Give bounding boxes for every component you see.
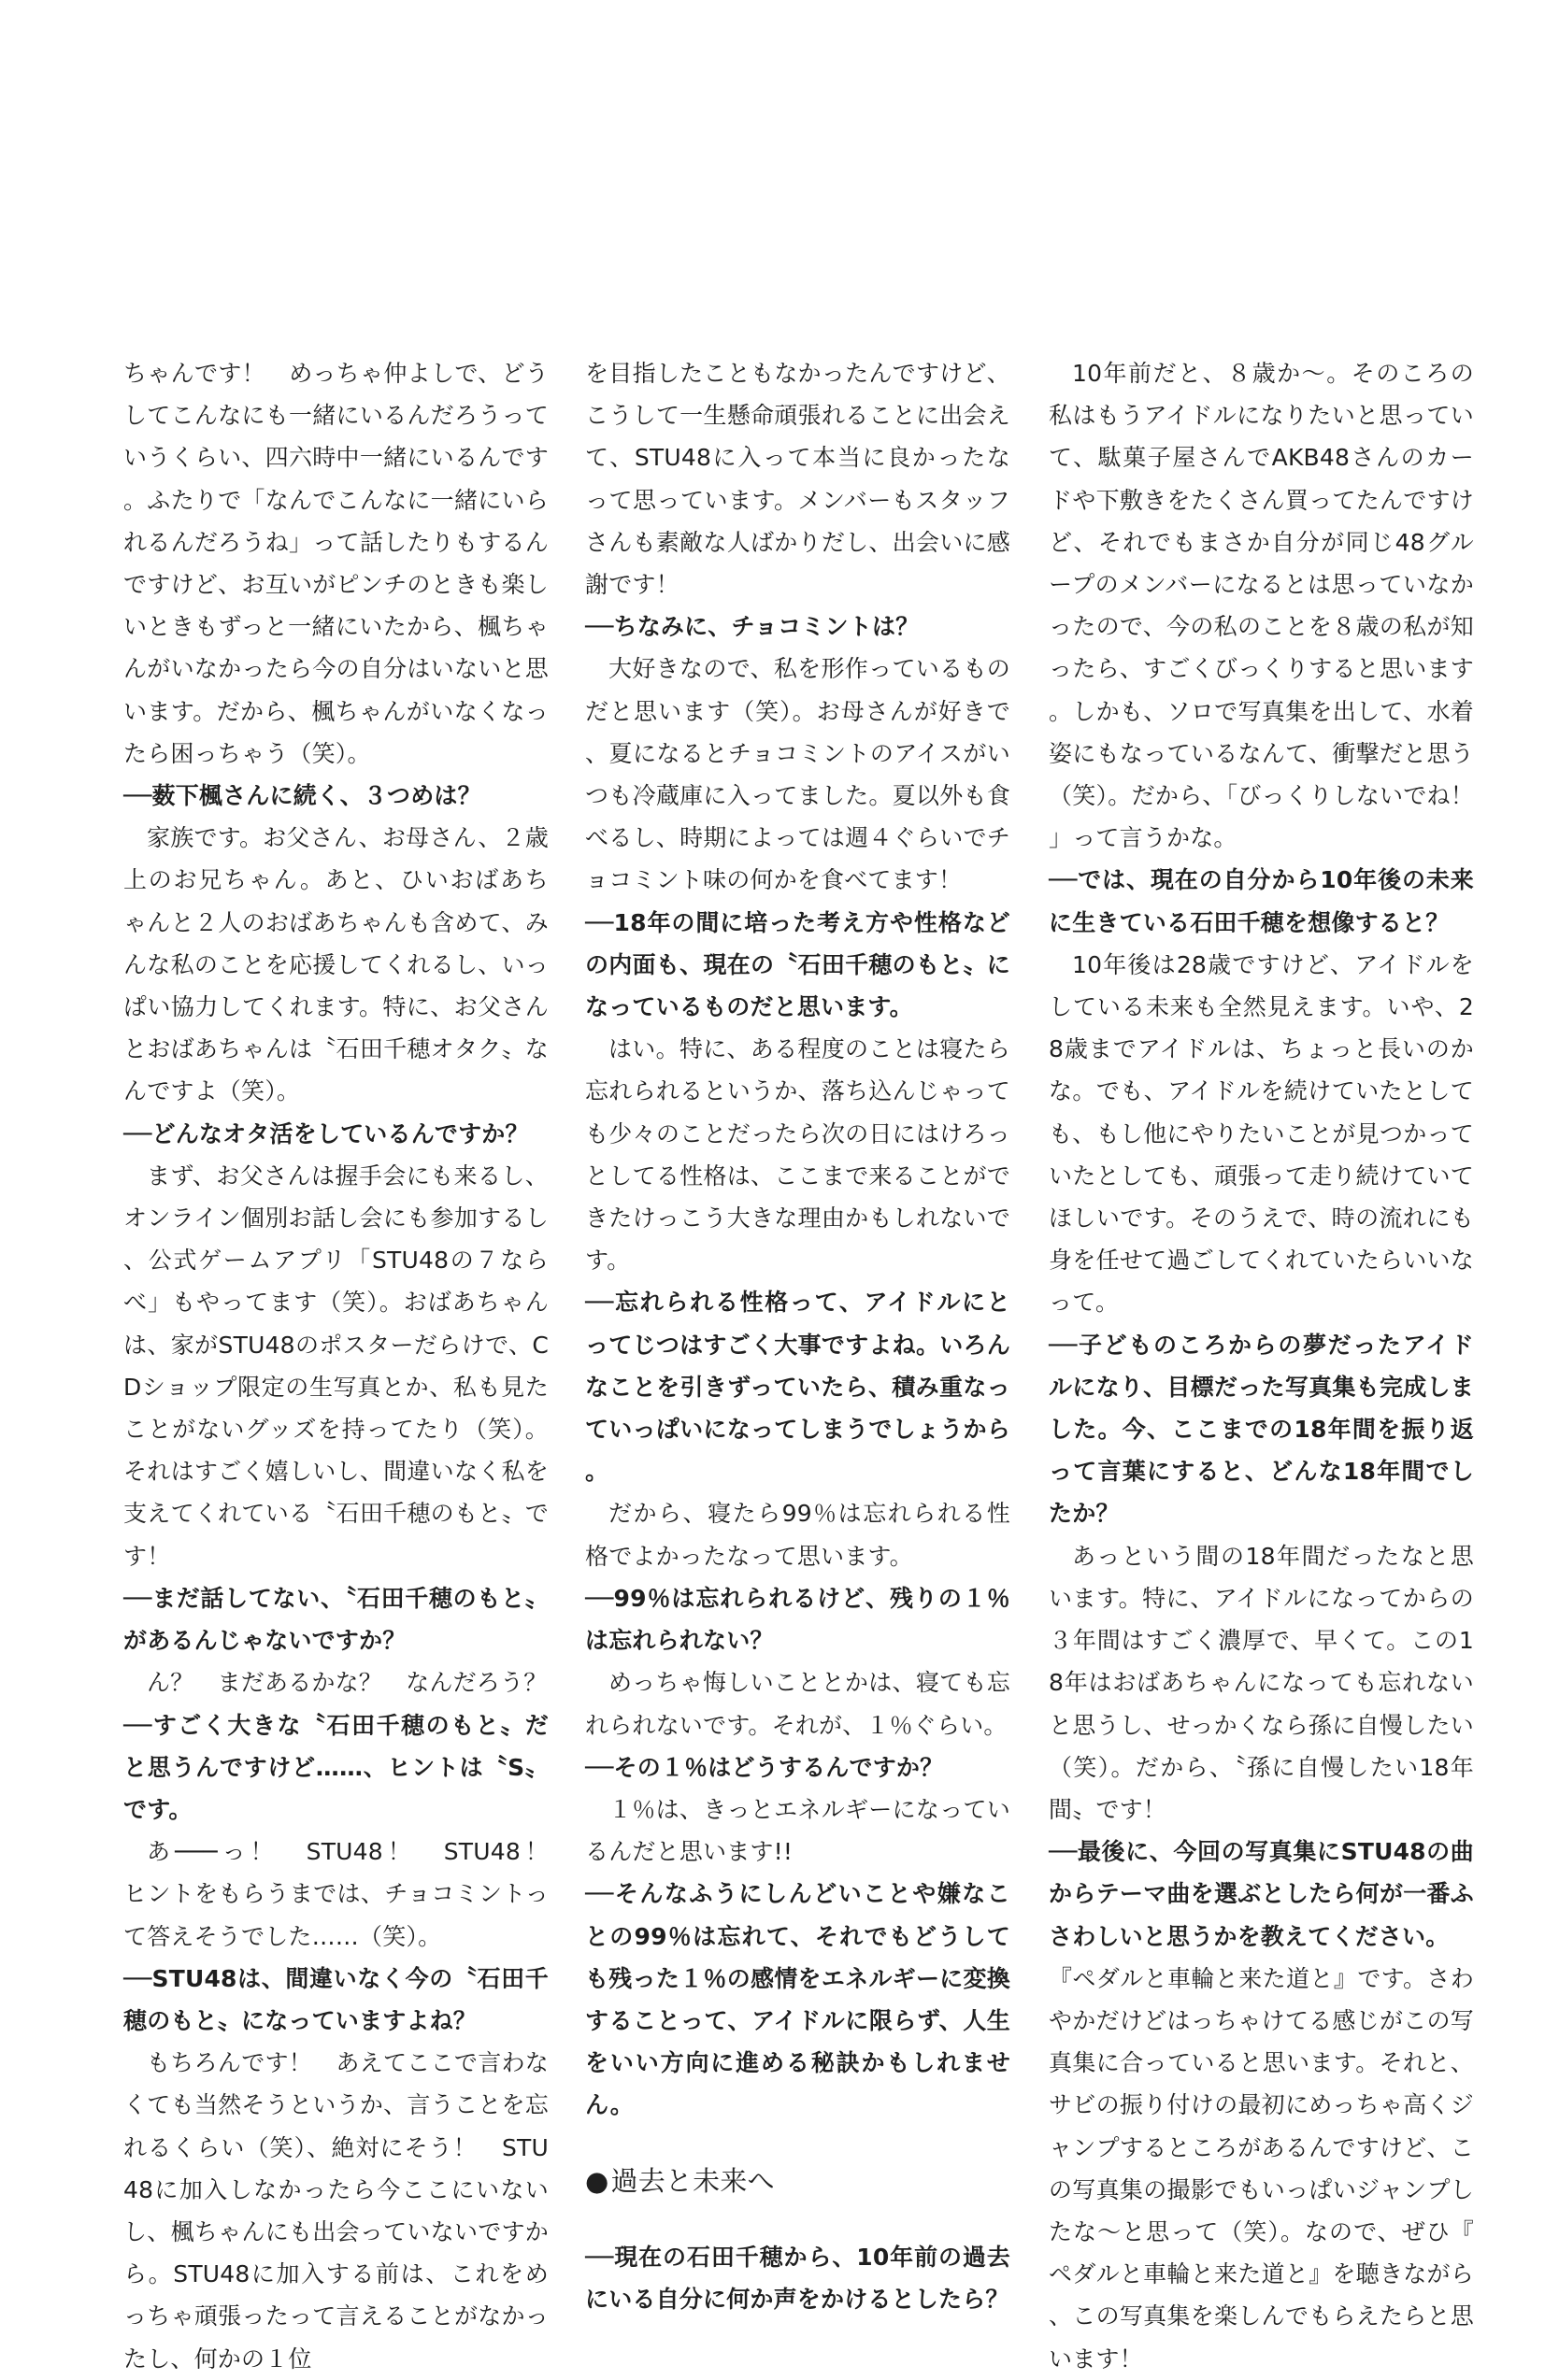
answer: はい。特に、ある程度のことは寝たら忘れられるというか、落ち込んじゃっても少々のことだったら次の日にはけろっとしてる性格は、ここまで来ることができたけっこう大きな理由かもしれないです。 — [585, 1035, 1010, 1275]
question: ──どんなオタ活をしているんですか？ — [123, 1119, 529, 1147]
answer: めっちゃ悔しいこととかは、寝ても忘れられないです。それが、１％ぐらい。 — [585, 1669, 1010, 1739]
question: ──最後に、今回の写真集にSTU48の曲からテーマ曲を選ぶとしたら何が一番ふさわしいと思うかを教えてください。 — [1049, 1838, 1474, 1950]
paragraph: 『ペダルと車輪と来た道と』です。さわやかだけどはっちゃけてる感じがこの写真集に合っていると思います。それと、サビの振り付けの最初にめっちゃ高くジャンプするところがあるんですけど、この写真集の撮影でもいっぱいジャンプしたな～と思って（笑）。なので、ぜひ『ペダルと車輪と来た道と』を聴きながら、この写真集を楽しんでもらえたらと思います！ — [1049, 1964, 1474, 2373]
question: ──忘れられる性格って、アイドルにとってじつはすごく大事ですよね。いろんなことを引きずっていたら、積み重なっていっぱいになってしまうでしょうから。 — [585, 1289, 1010, 1486]
answer: 大好きなので、私を形作っているものだと思います（笑）。お母さんが好きで、夏になるとチョコミントのアイスがいつも冷蔵庫に入ってました。夏以外も食べるし、時期によっては週４ぐらいでチョコミント味の何かを食べてます！ — [585, 655, 1010, 894]
question: ──STU48は、間違いなく今の〝石田千穂のもと〟になっていますよね？ — [123, 1964, 549, 2034]
question: ──子どものころからの夢だったアイドルになり、目標だった写真集も完成しました。今、ここまでの18年間を振り返って言葉にすると、どんな18年間でしたか？ — [1049, 1331, 1474, 1528]
section-heading-text: 過去と未来へ — [610, 2164, 775, 2197]
question: ──99％は忘れられるけど、残りの１％は忘れられない？ — [585, 1584, 1010, 1655]
answer: あ───っ！ STU48！ STU48！ ヒントをもらうまでは、チョコミントって答えそうでした……（笑）。 — [123, 1838, 573, 1950]
bullet-icon: ● — [585, 2164, 609, 2197]
text-column-1 — [123, 352, 573, 2380]
question: ──現在の石田千穂から、10年前の過去にいる自分に何か声をかけるとしたら？ — [585, 2243, 1010, 2313]
answer: 10年前だと、８歳か～。そのころの私はもうアイドルになりたいと思っていて、駄菓子屋さんでAKB48さんのカードや下敷きをたくさん買ってたんですけど、それでもまさか自分が同じ48グループのメンバーになるとは思っていなかったので、今の私のことを８歳の私が知ったら、すごくびっくりすると思います。しかも、ソロで写真集を出して、水着姿にもなっているなんて、衝撃だと思う（笑）。だから、「びっくりしないでね！」って言うかな。 — [1049, 360, 1474, 852]
question: ──まだ話してない、〝石田千穂のもと〟があるんじゃないですか？ — [123, 1584, 549, 1655]
text-column-2 — [585, 352, 1010, 2320]
answer: １％は、きっとエネルギーになっているんだと思います!! — [585, 1795, 1010, 1866]
answer: もちろんです！ あえてここで言わなくても当然そうというか、言うことを忘れるくらい（笑）、絶対にそう！ STU48に加入しなかったら今ここにいないし、楓ちゃんにも出会っていないですから。STU48に加入する前は、これをめっちゃ頑張ったって言えることがなかったし、何かの１位 — [123, 2049, 549, 2373]
question: ──その１％はどうするんですか？ — [585, 1753, 944, 1781]
question: ──ちなみに、チョコミントは？ — [585, 613, 920, 641]
answer: あっという間の18年間だったなと思います。特に、アイドルになってからの３年間はすごく濃厚で、早くて。この18年はおばあちゃんになっても忘れないと思うし、せっかくなら孫に自慢したい（笑）。だから、〝孫に自慢したい18年間〟です！ — [1049, 1542, 1474, 1823]
question: ──では、現在の自分から10年後の未来に生きている石田千穂を想像すると？ — [1049, 866, 1474, 936]
paragraph: ちゃんです！ めっちゃ仲よしで、どうしてこんなにも一緒にいるんだろうっていうくらい、四六時中一緒にいるんです。ふたりで「なんでこんなに一緒にいられるんだろうね」って話したりもするんですけど、お互いがピンチのときも楽しいときもずっと一緒にいたから、楓ちゃんがいなかったら今の自分はいないと思います。だから、楓ちゃんがいなくなったら困っちゃう（笑）。 — [123, 360, 549, 767]
question: ──18年の間に培った考え方や性格などの内面も、現在の〝石田千穂のもと〟になっているものだと思います。 — [585, 908, 1010, 1021]
question: ──薮下楓さんに続く、３つめは？ — [123, 782, 481, 810]
question: ──そんなふうにしんどいことや嫌なことの99％は忘れて、それでもどうしても残った１％の感情をエネルギーに変換することって、アイドルに限らず、人生をいい方向に進める秘訣かもしれません。 — [585, 1880, 1010, 2119]
question: ──すごく大きな〝石田千穂のもと〟だと思うんですけど……、ヒントは〝S〟です。 — [123, 1711, 549, 1823]
answer: だから、寝たら99％は忘れられる性格でよかったなって思います。 — [585, 1500, 1010, 1570]
answer: まず、お父さんは握手会にも来るし、オンライン個別お話し会にも参加するし、公式ゲームアプリ「STU48の７ならべ」もやってます（笑）。おばあちゃんは、家がSTU48のポスターだらけで、CDショップ限定の生写真とか、私も見たことがないグッズを持ってたり（笑）。それはすごく嬉しいし、間違いなく私を支えてくれている〝石田千穂のもと〟です！ — [123, 1161, 549, 1570]
text-column-3 — [1049, 352, 1474, 2380]
answer: 家族です。お父さん、お母さん、２歳上のお兄ちゃん。あと、ひいおばあちゃんと２人のおばあちゃんも含めて、みんな私のことを応援してくれるし、いっぱい協力してくれます。特に、お父さんとおばあちゃんは〝石田千穂オタク〟なんですよ（笑）。 — [123, 824, 549, 1105]
paragraph: を目指したこともなかったんですけど、こうして一生懸命頑張れることに出会えて、STU48に入って本当に良かったなって思っています。メンバーもスタッフさんも素敵な人ばかりだし、出会いに感謝です！ — [585, 360, 1010, 599]
answer: 10年後は28歳ですけど、アイドルをしている未来も全然見えます。いや、28歳までアイドルは、ちょっと長いのかな。でも、アイドルを続けていたとしても、もし他にやりたいことが見つかっていたとしても、頑張って走り続けていてほしいです。そのうえで、時の流れにも身を任せて過ごしてくれていたらいいなって。 — [1049, 950, 1474, 1317]
answer: ん？ まだあるかな？ なんだろう？ — [147, 1669, 548, 1697]
section-heading — [585, 2160, 1010, 2202]
